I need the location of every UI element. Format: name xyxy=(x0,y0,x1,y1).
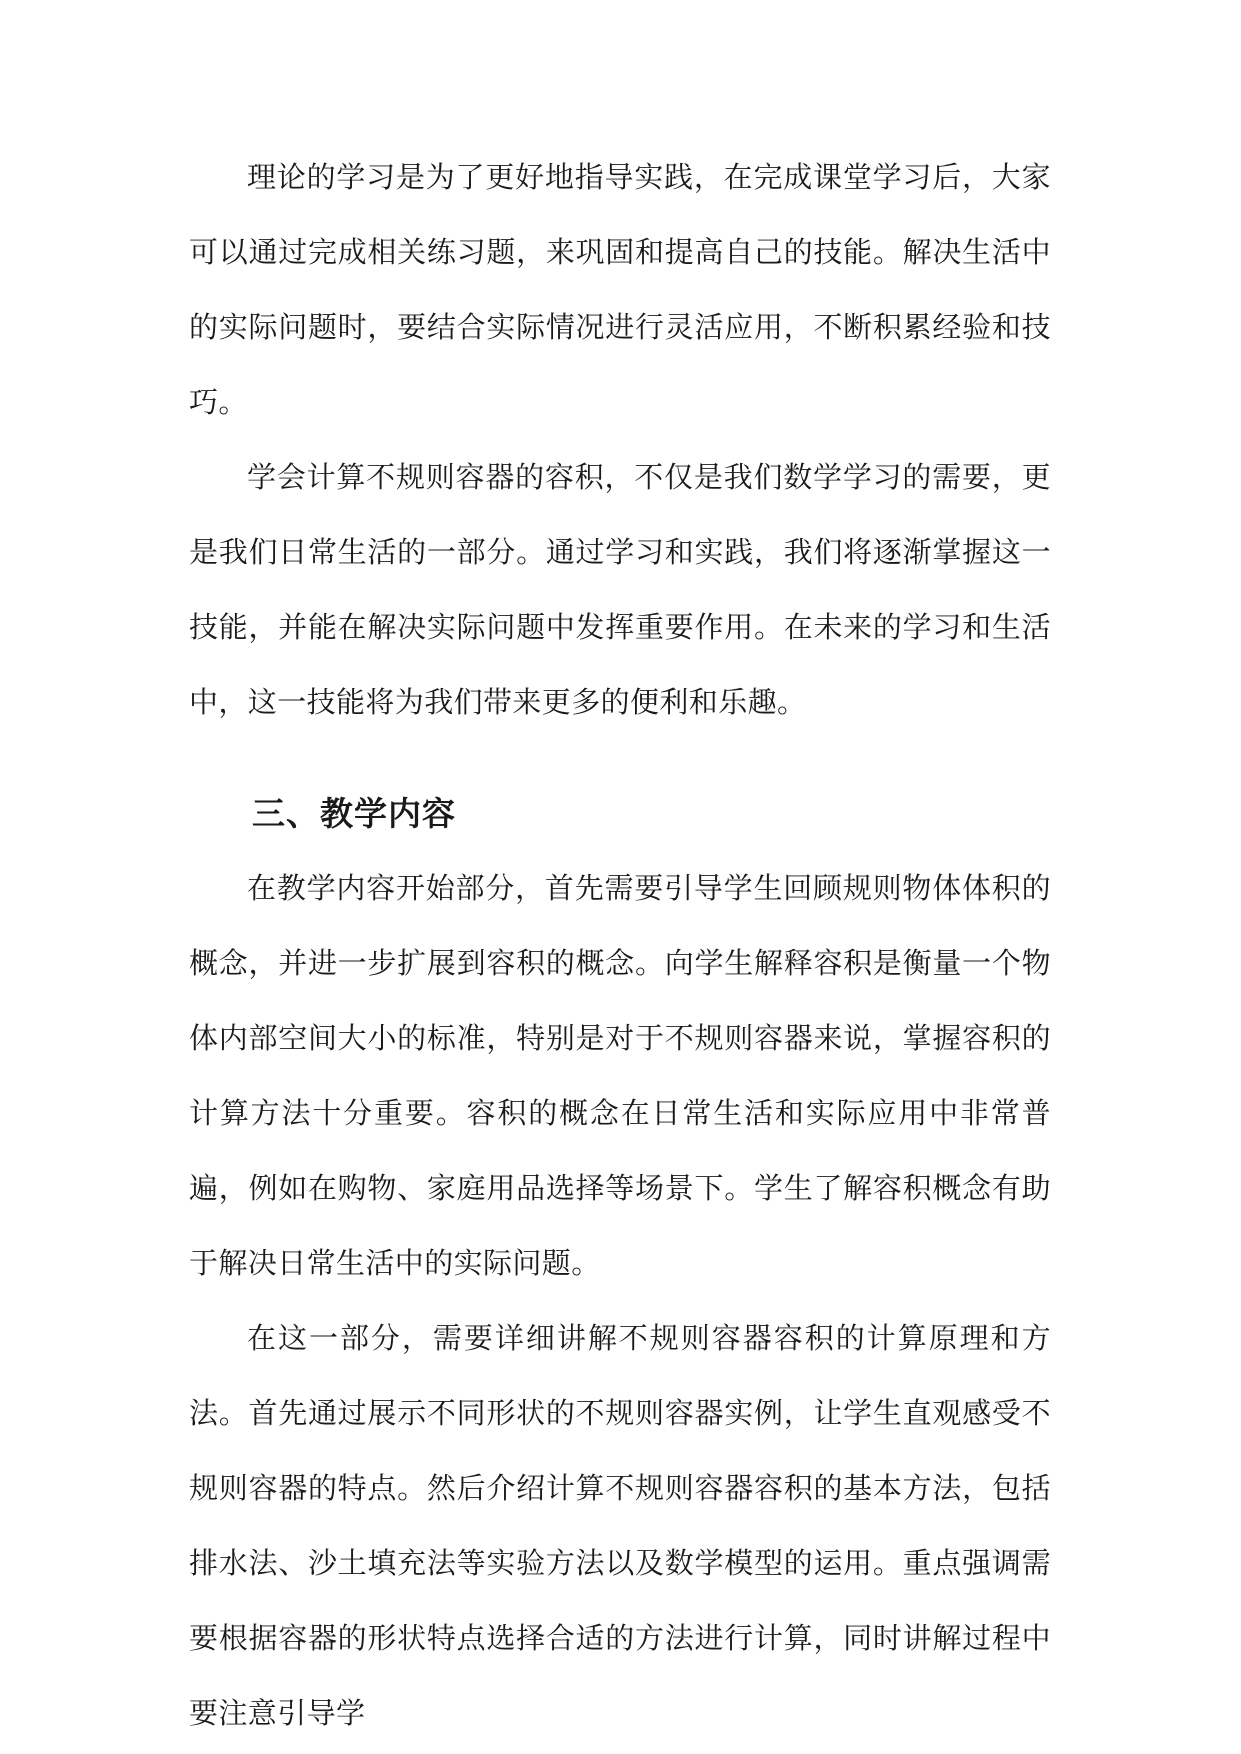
paragraph-practice: 理论的学习是为了更好地指导实践，在完成课堂学习后，大家可以通过完成相关练习题，来巩固和提高自己的技能。解决生活中的实际问题时，要结合实际情况进行灵活应用，不断积累经验和技巧。 xyxy=(189,160,1051,419)
document-body xyxy=(189,140,1051,1751)
section-heading: 三、教学内容 xyxy=(252,794,456,833)
paragraph-volume-concept: 在教学内容开始部分，首先需要引导学生回顾规则物体体积的概念，并进一步扩展到容积的概念。向学生解释容积是衡量一个物体内部空间大小的标准，特别是对于不规则容器来说，掌握容积的计算方法十分重要。容积的概念在日常生活和实际应用中非常普遍，例如在购物、家庭用品选择等场景下。学生了解容积概念有助于解决日常生活中的实际问题。 xyxy=(189,871,1051,1280)
paragraph-skill-importance: 学会计算不规则容器的容积，不仅是我们数学学习的需要，更是我们日常生活的一部分。通过学习和实践，我们将逐渐掌握这一技能，并能在解决实际问题中发挥重要作用。在未来的学习和生活中，这一技能将为我们带来更多的便利和乐趣。 xyxy=(189,460,1051,719)
paragraph-calculation-methods: 在这一部分，需要详细讲解不规则容器容积的计算原理和方法。首先通过展示不同形状的不规则容器实例，让学生直观感受不规则容器的特点。然后介绍计算不规则容器容积的基本方法，包括排水法、沙土填充法等实验方法以及数学模型的运用。重点强调需要根据容器的形状特点选择合适的方法进行计算，同时讲解过程中要注意引导学 xyxy=(189,1321,1051,1730)
